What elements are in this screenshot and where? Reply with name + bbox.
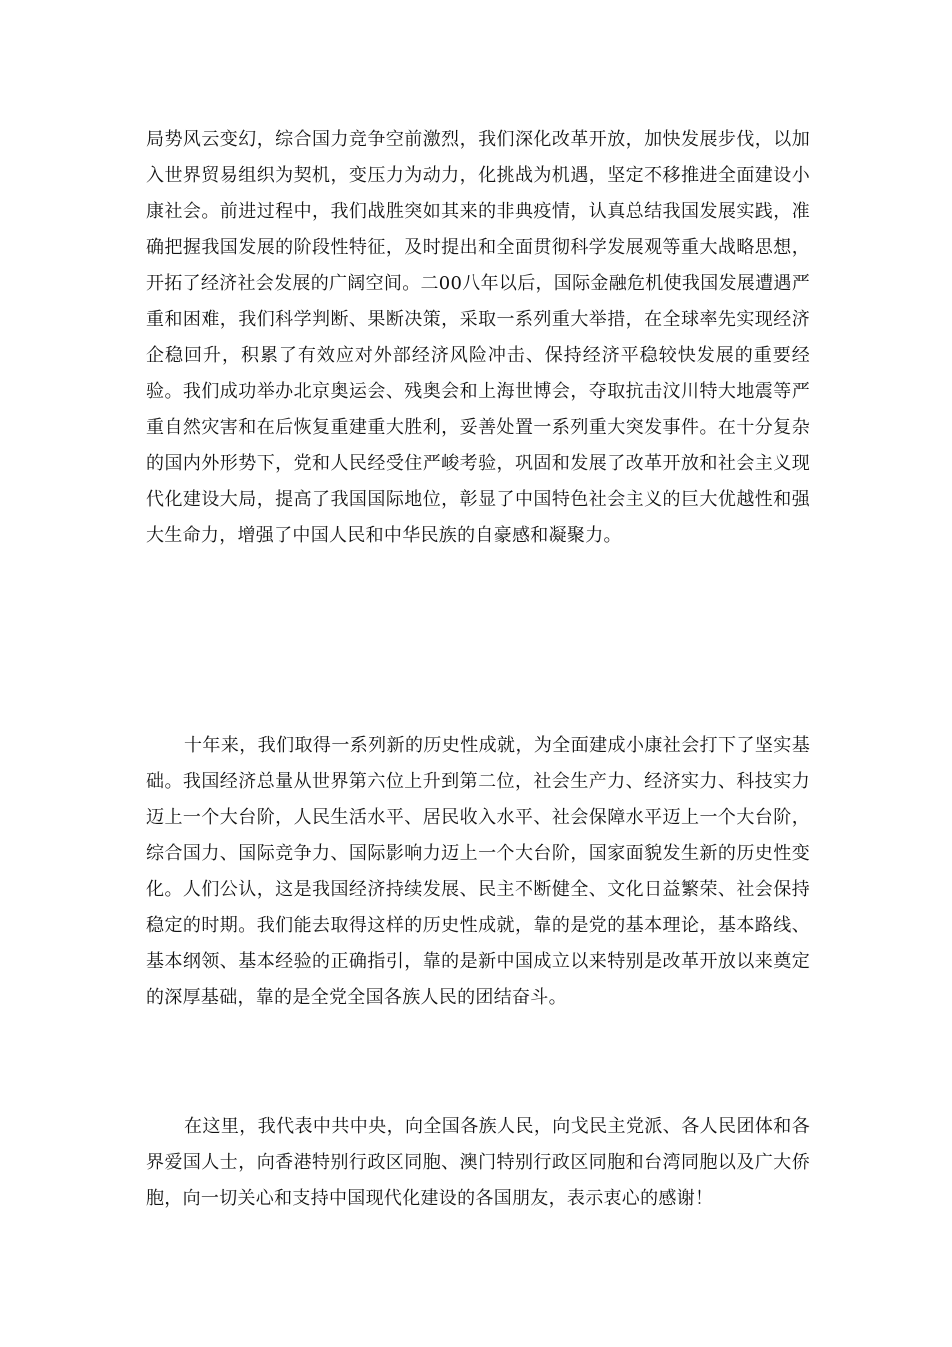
paragraph-2	[146, 728, 810, 1016]
paragraph-1	[146, 122, 810, 554]
paragraph-text: 局势风云变幻，综合国力竞争空前激烈，我们深化改革开放，加快发展步伐，以加入世界贸易组织为契机，变压力为动力，化挑战为机遇，坚定不移推进全面建设小康社会。前进过程中，我们战胜突如其来的非典疫情，认真总结我国发展实践，准确把握我国发展的阶段性特征，及时提出和全面贯彻科学发展观等重大战略思想，开拓了经济社会发展的广阔空间。二00八年以后，国际金融危机使我国发展遭遇严重和困难，我们科学判断、果断决策，采取一系列重大举措，在全球率先实现经济企稳回升，积累了有效应对外部经济风险冲击、保持经济平稳较快发展的重要经验。我们成功举办北京奥运会、残奥会和上海世博会，夺取抗击汶川特大地震等严重自然灾害和在后恢复重建重大胜利，妥善处置一系列重大突发事件。在十分复杂的国内外形势下，党和人民经受住严峻考验，巩固和发展了改革开放和社会主义现代化建设大局，提高了我国国际地位，彰显了中国特色社会主义的巨大优越性和强大生命力，增强了中国人民和中华民族的自豪感和凝聚力。	[146, 129, 811, 546]
paragraph-3	[146, 1109, 810, 1217]
paragraph-text: 在这里，我代表中共中央，向全国各族人民，向戈民主党派、各人民团体和各界爱国人士，向香港特别行政区同胞、澳门特别行政区同胞和台湾同胞以及广大侨胞，向一切关心和支持中国现代化建设的各国朋友，表示衷心的感谢！	[146, 1116, 810, 1209]
paragraph-text: 十年来，我们取得一系列新的历史性成就，为全面建成小康社会打下了坚实基础。我国经济总量从世界第六位上升到第二位，社会生产力、经济实力、科技实力迈上一个大台阶，人民生活水平、居民收入水平、社会保障水平迈上一个大台阶，综合国力、国际竞争力、国际影响力迈上一个大台阶，国家面貌发生新的历史性变化。人们公认，这是我国经济持续发展、民主不断健全、文化日益繁荣、社会保持稳定的时期。我们能去取得这样的历史性成就，靠的是党的基本理论，基本路线、基本纲领、基本经验的正确指引，靠的是新中国成立以来特别是改革开放以来奠定的深厚基础，靠的是全党全国各族人民的团结奋斗。	[146, 735, 810, 1008]
